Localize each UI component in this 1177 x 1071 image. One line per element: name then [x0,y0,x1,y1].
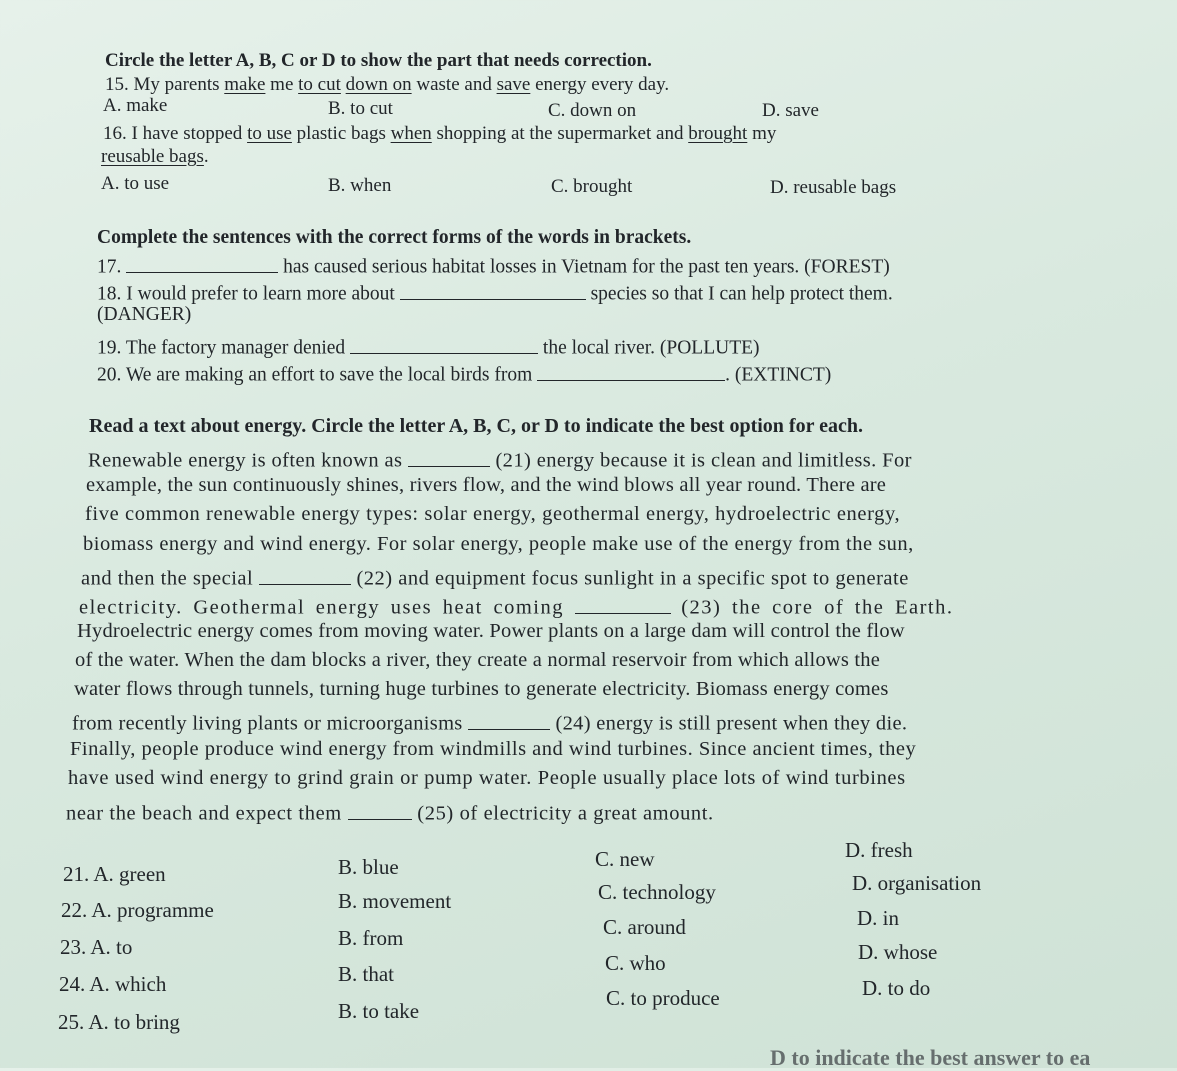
cutoff-instruction: D to indicate the best answer to ea [770,1045,1091,1070]
q17-blank[interactable] [126,252,278,273]
question-20: 20. We are making an effort to save the local birds from . (EXTINCT) [97,360,831,387]
q23-option-d[interactable]: D. in [857,906,899,930]
passage-line: Finally, people produce wind energy from windmills and wind turbines. Since ancient times, they [70,738,917,760]
q21-option-a[interactable]: 21. A. green [63,862,166,886]
section2-instruction: Complete the sentences with the correct forms of the words in brackets. [97,227,692,248]
q21-option-b[interactable]: B. blue [338,855,399,879]
blank-22[interactable] [259,563,351,585]
q25-option-d[interactable]: D. to do [862,976,931,1000]
section3-instruction: Read a text about energy. Circle the letter A, B, C, or D to indicate the best option for each. [89,415,863,437]
q15-option-b[interactable]: B. to cut [328,98,393,119]
q19-blank[interactable] [350,333,538,354]
q15-underline-b: to cut [298,74,341,95]
q15-option-c[interactable]: C. down on [548,100,637,121]
q15-underline-a: make [224,74,266,95]
q23-option-b[interactable]: B. from [338,926,404,950]
passage-line: near the beach and expect them (25) of electricity a great amount. [66,798,714,826]
q25-option-b[interactable]: B. to take [338,999,420,1023]
passage-line: Hydroelectric energy comes from moving water. Power plants on a large dam will control the flow [77,620,905,642]
q23-option-c[interactable]: C. around [603,915,686,939]
blank-25[interactable] [348,798,412,820]
q22-option-c[interactable]: C. technology [598,880,716,904]
question-16: 16. I have stopped to use plastic bags when shopping at the supermarket and brought my [103,123,777,144]
passage-line: have used wind energy to grind grain or pump water. People usually place lots of wind turbines [68,767,906,789]
q25-option-a[interactable]: 25. A. to bring [58,1010,180,1034]
q16-underline-d: reusable bags [101,146,204,167]
passage-line: biomass energy and wind energy. For solar energy, people make use of the energy from the sun, [83,533,914,555]
q23-option-a[interactable]: 23. A. to [60,935,133,959]
q22-option-b[interactable]: B. movement [338,889,452,913]
q20-blank[interactable] [537,360,725,381]
q16-underline-b: when [390,123,432,144]
question-18: 18. I would prefer to learn more about species so that I can help protect them. [97,279,893,306]
q24-option-d[interactable]: D. whose [858,940,938,964]
q15-underline-d: save [496,74,531,95]
passage-line: five common renewable energy types: solar energy, geothermal energy, hydroelectric energy, [85,503,901,525]
passage-line: of the water. When the dam blocks a river, they create a normal reservoir from which allows the [75,649,881,671]
q25-option-c[interactable]: C. to produce [606,986,720,1010]
passage-line: example, the sun continuously shines, rivers flow, and the wind blows all year round. There are [86,474,887,496]
passage-line: from recently living plants or microorganisms (24) energy is still present when they die. [72,708,907,736]
question-18-line2: (DANGER) [97,304,192,325]
question-16-line2: reusable bags. [101,146,209,167]
q21-option-c[interactable]: C. new [595,847,655,871]
q16-option-d[interactable]: D. reusable bags [770,177,897,198]
question-17: 17. has caused serious habitat losses in Vietnam for the past ten years. (FOREST) [97,252,890,279]
q24-option-a[interactable]: 24. A. which [59,972,167,996]
q16-option-c[interactable]: C. brought [551,176,633,197]
blank-24[interactable] [468,708,550,730]
passage-line: Renewable energy is often known as (21) energy because it is clean and limitless. For [88,445,912,473]
blank-23[interactable] [575,592,671,614]
q24-option-b[interactable]: B. that [338,962,394,986]
q24-option-c[interactable]: C. who [605,951,666,975]
q16-underline-c: brought [688,123,748,144]
blank-21[interactable] [408,445,490,467]
q18-blank[interactable] [400,279,586,300]
q16-option-b[interactable]: B. when [328,175,392,196]
section1-instruction: Circle the letter A, B, C or D to show the part that needs correction. [105,50,652,71]
q15-option-d[interactable]: D. save [762,100,819,121]
q16-option-a[interactable]: A. to use [101,173,170,194]
q15-underline-c: down on [345,74,412,95]
passage-line: and then the special (22) and equipment focus sunlight in a specific spot to generate [81,563,909,591]
q21-option-d[interactable]: D. fresh [845,838,913,862]
q15-option-a[interactable]: A. make [103,95,168,116]
q16-underline-a: to use [247,123,292,144]
question-19: 19. The factory manager denied the local river. (POLLUTE) [97,333,760,360]
q22-option-d[interactable]: D. organisation [852,871,982,895]
q22-option-a[interactable]: 22. A. programme [61,898,214,922]
passage-line: electricity. Geothermal energy uses heat coming (23) the core of the Earth. [79,592,953,620]
passage-line: water flows through tunnels, turning huge turbines to generate electricity. Biomass energy comes [74,678,889,700]
question-15: 15. My parents make me to cut down on waste and save energy every day. [105,74,670,95]
